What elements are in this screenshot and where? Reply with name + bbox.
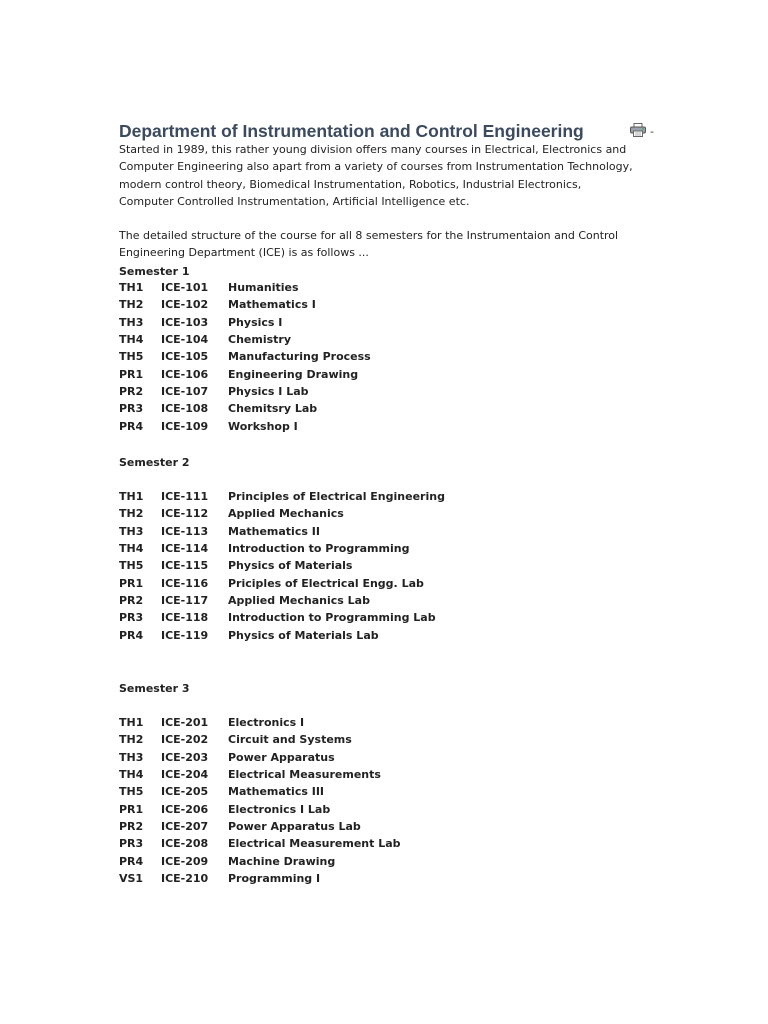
course-code: TH4 bbox=[119, 542, 144, 556]
course-number: ICE-115 bbox=[161, 559, 209, 573]
course-row bbox=[119, 523, 445, 540]
course-code: PR4 bbox=[119, 854, 144, 868]
course-number: ICE-205 bbox=[161, 785, 209, 799]
course-number: ICE-117 bbox=[161, 594, 209, 608]
semester-1-course-list bbox=[119, 279, 371, 435]
course-code: TH1 bbox=[119, 716, 144, 729]
semester-2-course-list bbox=[119, 488, 445, 644]
course-row bbox=[119, 714, 401, 731]
course-title: Power Apparatus Lab bbox=[228, 820, 361, 834]
course-code: PR1 bbox=[119, 576, 144, 590]
course-code: TH5 bbox=[119, 559, 144, 573]
course-row bbox=[119, 731, 401, 748]
course-row bbox=[119, 627, 445, 644]
course-number: ICE-101 bbox=[161, 281, 209, 294]
course-row bbox=[119, 331, 371, 348]
course-number: ICE-118 bbox=[161, 611, 209, 625]
course-code: TH4 bbox=[119, 768, 144, 782]
course-row bbox=[119, 592, 445, 609]
course-number: ICE-113 bbox=[161, 524, 209, 538]
course-title: Machine Drawing bbox=[228, 854, 336, 868]
course-code: TH2 bbox=[119, 507, 144, 521]
course-row bbox=[119, 557, 445, 574]
detail-paragraph: The detailed structure of the course for all 8 semesters for the Instrumentaion and Control Engineering Department (ICE) is as follows ... bbox=[119, 229, 619, 260]
course-row bbox=[119, 366, 371, 383]
course-row bbox=[119, 749, 401, 766]
course-number: ICE-109 bbox=[161, 419, 209, 433]
course-title: Manufacturing Process bbox=[228, 350, 371, 364]
course-row bbox=[119, 400, 371, 417]
course-title: Applied Mechanics Lab bbox=[228, 594, 370, 608]
course-title: Chemistry bbox=[228, 333, 291, 347]
course-title: Principles of Electrical Engineering bbox=[228, 490, 445, 503]
course-row bbox=[119, 383, 371, 400]
course-code: PR4 bbox=[119, 628, 144, 642]
course-code: PR3 bbox=[119, 837, 144, 851]
course-code: PR4 bbox=[119, 419, 144, 433]
course-number: ICE-209 bbox=[161, 854, 209, 868]
course-code: TH2 bbox=[119, 298, 144, 312]
course-number: ICE-103 bbox=[161, 315, 209, 329]
course-title: Electrical Measurements bbox=[228, 768, 381, 782]
course-title: Mathematics I bbox=[228, 298, 316, 312]
course-row bbox=[119, 296, 371, 313]
course-title: Introduction to Programming Lab bbox=[228, 611, 436, 625]
course-number: ICE-119 bbox=[161, 628, 209, 642]
course-title: Electronics I Lab bbox=[228, 802, 331, 816]
print-dropdown-label[interactable]: - bbox=[650, 124, 654, 138]
course-number: ICE-106 bbox=[161, 367, 209, 381]
course-title: Mathematics III bbox=[228, 785, 325, 799]
course-code: PR1 bbox=[119, 802, 144, 816]
course-number: ICE-108 bbox=[161, 402, 209, 416]
course-row bbox=[119, 575, 445, 592]
course-code: PR2 bbox=[119, 385, 144, 399]
course-code: TH4 bbox=[119, 333, 144, 347]
course-number: ICE-201 bbox=[161, 716, 209, 729]
course-title: Programming I bbox=[228, 872, 321, 886]
course-number: ICE-204 bbox=[161, 768, 209, 782]
course-title: Priciples of Electrical Engg. Lab bbox=[228, 576, 424, 590]
course-row bbox=[119, 314, 371, 331]
course-number: ICE-114 bbox=[161, 542, 209, 556]
course-code: TH2 bbox=[119, 733, 144, 747]
intro-paragraph: Started in 1989, this rather young division offers many courses in Electrical, Electronics and Computer Engineering also apart from a variety of courses from Instrumentation Technology, modern control theory, Biomedical Instrumentation, Robotics, Industrial Electronics, Computer Controlled Instrumentation, Artificial Intelligence etc. bbox=[119, 143, 633, 208]
course-title: Physics of Materials Lab bbox=[228, 628, 379, 642]
course-row bbox=[119, 418, 371, 435]
course-row bbox=[119, 766, 401, 783]
semester-3-heading: Semester 3 bbox=[119, 682, 190, 695]
course-code: PR3 bbox=[119, 611, 144, 625]
course-code: TH1 bbox=[119, 490, 144, 503]
course-number: ICE-104 bbox=[161, 333, 209, 347]
course-title: Physics I Lab bbox=[228, 385, 309, 399]
course-number: ICE-207 bbox=[161, 820, 209, 834]
course-row bbox=[119, 540, 445, 557]
course-row bbox=[119, 870, 401, 887]
course-row bbox=[119, 818, 401, 835]
course-row bbox=[119, 783, 401, 800]
semester-1-heading: Semester 1 bbox=[119, 265, 190, 278]
print-button[interactable] bbox=[630, 122, 654, 141]
course-row bbox=[119, 835, 401, 852]
course-title: Engineering Drawing bbox=[228, 367, 359, 381]
course-title: Humanities bbox=[228, 281, 299, 294]
course-row bbox=[119, 505, 445, 522]
course-code: TH3 bbox=[119, 315, 144, 329]
course-code: TH3 bbox=[119, 750, 144, 764]
page-title: Department of Instrumentation and Control Engineering bbox=[119, 121, 584, 141]
course-title: Introduction to Programming bbox=[228, 542, 410, 556]
course-number: ICE-208 bbox=[161, 837, 209, 851]
course-title: Circuit and Systems bbox=[228, 733, 352, 747]
course-code: PR1 bbox=[119, 367, 144, 381]
course-title: Electronics I bbox=[228, 716, 305, 729]
course-code: TH3 bbox=[119, 524, 144, 538]
printer-icon[interactable] bbox=[630, 122, 646, 141]
course-number: ICE-111 bbox=[161, 490, 209, 503]
course-code: TH5 bbox=[119, 350, 144, 364]
course-number: ICE-203 bbox=[161, 750, 209, 764]
course-number: ICE-112 bbox=[161, 507, 209, 521]
course-title: Applied Mechanics bbox=[228, 507, 344, 521]
course-row bbox=[119, 609, 445, 626]
course-code: PR2 bbox=[119, 820, 144, 834]
semester-3-course-list bbox=[119, 714, 401, 887]
course-title: Electrical Measurement Lab bbox=[228, 837, 401, 851]
course-title: Physics I bbox=[228, 315, 283, 329]
course-row bbox=[119, 279, 371, 296]
course-row bbox=[119, 488, 445, 505]
course-title: Chemitsry Lab bbox=[228, 402, 318, 416]
course-code: TH1 bbox=[119, 281, 144, 294]
course-number: ICE-102 bbox=[161, 298, 209, 312]
course-number: ICE-116 bbox=[161, 576, 209, 590]
course-title: Mathematics II bbox=[228, 524, 320, 538]
course-number: ICE-105 bbox=[161, 350, 209, 364]
course-title: Power Apparatus bbox=[228, 750, 335, 764]
course-row bbox=[119, 348, 371, 365]
course-number: ICE-206 bbox=[161, 802, 209, 816]
course-code: PR3 bbox=[119, 402, 144, 416]
course-number: ICE-202 bbox=[161, 733, 209, 747]
course-number: ICE-107 bbox=[161, 385, 209, 399]
course-number: ICE-210 bbox=[161, 872, 209, 886]
course-code: VS1 bbox=[119, 872, 144, 886]
semester-2-heading: Semester 2 bbox=[119, 456, 190, 469]
course-code: TH5 bbox=[119, 785, 144, 799]
course-row bbox=[119, 853, 401, 870]
course-title: Physics of Materials bbox=[228, 559, 353, 573]
course-title: Workshop I bbox=[228, 419, 298, 433]
course-row bbox=[119, 801, 401, 818]
course-code: PR2 bbox=[119, 594, 144, 608]
